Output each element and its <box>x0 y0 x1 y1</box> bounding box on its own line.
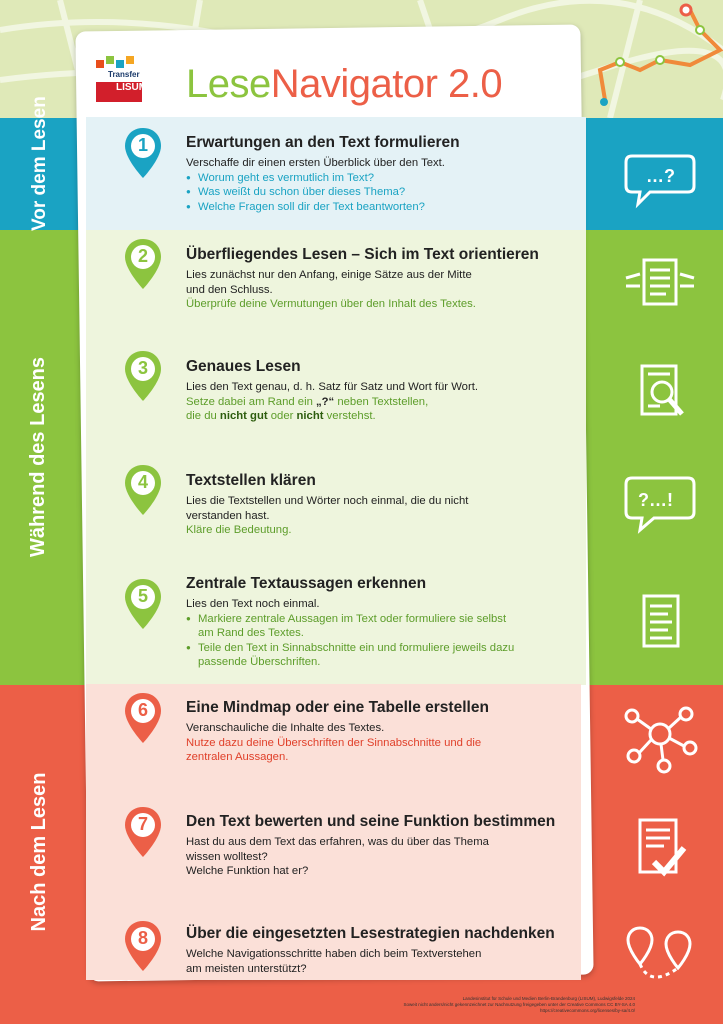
list-item: ● Worum geht es vermutlich im Text? <box>186 171 586 186</box>
step-1-text: Verschaffe dir einen ersten Überblick über den Text. <box>186 157 445 169</box>
step-3-number: 3 <box>137 358 148 378</box>
mindmap-icon <box>620 700 700 780</box>
list-item: ● Welche Fragen soll dir der Text beantworten? <box>186 200 586 215</box>
step-1-number: 1 <box>137 135 148 155</box>
step-6: Eine Mindmap oder eine Tabelle erstellen Veranschauliche die Inhalte des Textes. Nutze dazu deine Überschriften der Sinnabschnitte und die zentralen Aussagen. <box>186 699 586 765</box>
speech-bubble-exclaim-icon <box>620 466 700 546</box>
step-2-heading: Überfliegendes Lesen – Sich im Text orientieren <box>186 246 539 263</box>
step-4-heading: Textstellen klären <box>186 472 316 489</box>
step-1-heading: Erwartungen an den Text formulieren <box>186 134 460 151</box>
page-title: LeseNavigator 2.0 <box>186 62 503 106</box>
list-item: ● Was weißt du schon über dieses Thema? <box>186 185 586 200</box>
step-4-number: 4 <box>137 472 148 492</box>
step-6-number: 6 <box>137 700 148 720</box>
section-label-after: Nach dem Lesen <box>28 772 50 932</box>
step-7-heading: Den Text bewerten und seine Funktion bestimmen <box>186 813 556 830</box>
step-4: Textstellen klären Lies die Textstellen und Wörter noch einmal, die du nicht verstanden hast. Kläre die Bedeutung. <box>186 472 586 538</box>
footer-credit: Landesinstitut für Schule und Medien Berlin-Brandenburg (LISUM), Ludwigsfelde 2024 Soweit nicht anders/nicht gekennzeichnet zur Nachnutzung freigegeben unter der Creative Commons CC BY-SA 4.0 https://creativecommons.org/licenses/by-sa/4.0/ <box>403 996 635 1013</box>
skim-document-icon <box>620 250 700 330</box>
marked-document-icon <box>620 588 700 668</box>
list-item: ● Markiere zentrale Aussagen im Text oder formuliere sie selbst am Rand des Textes. <box>186 612 586 641</box>
step-5: Zentrale Textaussagen erkennen Lies den Text noch einmal. ● Markiere zentrale Aussagen im Text oder formuliere sie selbst am Rand des Textes. ● Teile den Text in Sinnabschnitte ein und formuliere jeweils dazu passende Überschriften. <box>186 575 586 670</box>
step-7-number: 7 <box>137 814 148 834</box>
step-6-heading: Eine Mindmap oder eine Tabelle erstellen <box>186 699 489 716</box>
section-label-before: Vor dem Lesen <box>29 96 50 231</box>
step-8-heading: Über die eingesetzten Lesestrategien nachdenken <box>186 925 555 942</box>
lisum-logo: LISUM <box>96 82 142 102</box>
magnifier-document-icon <box>620 358 700 438</box>
step-5-number: 5 <box>137 586 148 606</box>
step-3-heading: Genaues Lesen <box>186 358 301 375</box>
checklist-icon <box>620 812 700 892</box>
step-2: Überfliegendes Lesen – Sich im Text orientieren Lies zunächst nur den Anfang, einige Sätze aus der Mitte und den Schluss. Überprüfe deine Vermutungen über den Inhalt des Textes. <box>186 246 586 312</box>
section-label-during: Während des Lesens <box>27 356 49 558</box>
step-1 <box>186 134 586 214</box>
step-2-number: 2 <box>137 246 148 266</box>
map-pins-icon <box>620 918 700 998</box>
biss-transfer-logo: Transfer LISUM <box>94 56 154 106</box>
svg-text:…?: …? <box>646 166 675 186</box>
step-8: Über die eingesetzten Lesestrategien nachdenken Welche Navigationsschritte haben dich beim Textverstehen am meisten unterstützt? <box>186 925 586 976</box>
step-7: Den Text bewerten und seine Funktion bestimmen Hast du aus dem Text das erfahren, was du über das Thema wissen wolltest? Welche Funktion hat er? <box>186 813 586 879</box>
speech-bubble-question-icon <box>620 142 700 222</box>
svg-text:?…!: ?…! <box>638 490 673 510</box>
step-8-number: 8 <box>137 928 148 948</box>
step-5-heading: Zentrale Textaussagen erkennen <box>186 575 427 592</box>
list-item: ● Teile den Text in Sinnabschnitte ein und formuliere jeweils dazu passende Überschriften. <box>186 641 586 670</box>
step-3: Genaues Lesen Lies den Text genau, d. h. Satz für Satz und Wort für Wort. Setze dabei am Rand ein „?“ neben Textstellen, die du nicht gut oder nicht verstehst. <box>186 358 586 424</box>
